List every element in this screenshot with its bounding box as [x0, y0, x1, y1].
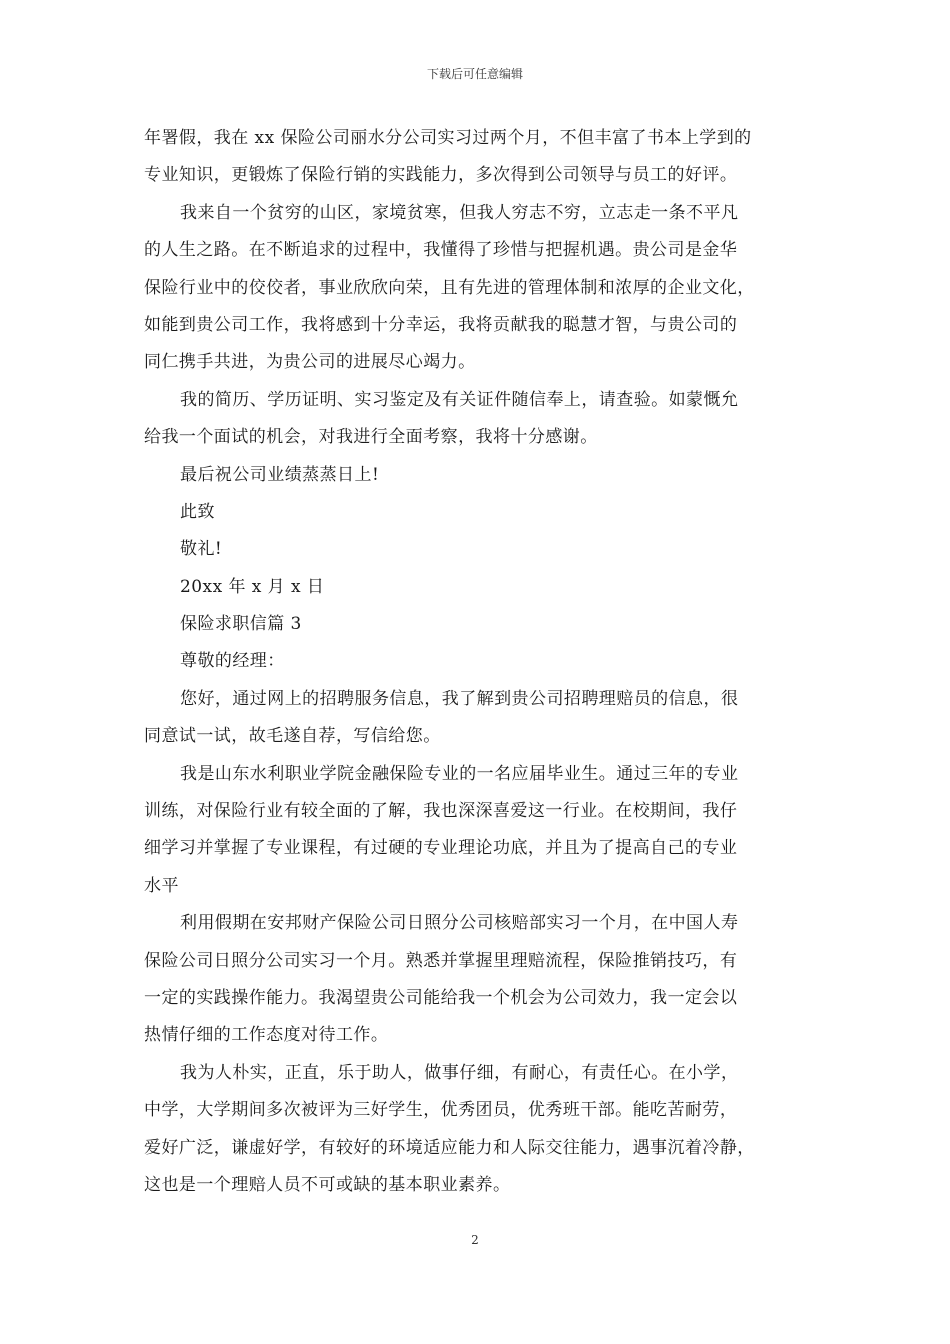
text-line: 给我一个面试的机会，对我进行全面考察，我将十分感谢。 [144, 427, 598, 448]
text-line: 同仁携手共进，为贵公司的进展尽心竭力。 [144, 352, 476, 373]
text-line: 敬礼! [180, 539, 223, 560]
text-line: 我来自一个贫穷的山区，家境贫寒，但我人穷志不穷，立志走一条不平凡 [180, 202, 739, 223]
text-line: 我的简历、学历证明、实习鉴定及有关证件随信奉上，请查验。如蒙慨允 [180, 389, 739, 410]
text-line: 我为人朴实，正直，乐于助人，做事仔细，有耐心，有责任心。在小学， [180, 1062, 739, 1083]
text-line: 水平 [144, 875, 179, 896]
page-number: 2 [471, 1233, 479, 1247]
document-body [144, 120, 824, 1204]
text-line: 的人生之路。在不断追求的过程中，我懂得了珍惜与把握机遇。贵公司是金华 [144, 240, 738, 261]
text-line: 20xx 年 x 月 x 日 [180, 576, 325, 597]
text-line: 这也是一个理赔人员不可或缺的基本职业素养。 [144, 1174, 511, 1195]
text-line: 热情仔细的工作态度对待工作。 [144, 1025, 389, 1046]
text-line: 此致 [180, 501, 215, 522]
text-line: 我是山东水利职业学院金融保险专业的一名应届毕业生。通过三年的专业 [180, 763, 739, 784]
text-line: 您好，通过网上的招聘服务信息，我了解到贵公司招聘理赔员的信息，很 [180, 688, 739, 709]
page-header-note: 下载后可任意编辑 [426, 67, 523, 81]
text-line: 中学，大学期间多次被评为三好学生，优秀团员，优秀班干部。能吃苦耐劳， [144, 1100, 738, 1121]
text-line: 一定的实践操作能力。我渴望贵公司能给我一个机会为公司效力，我一定会以 [144, 987, 738, 1008]
text-line: 专业知识，更锻炼了保险行销的实践能力，多次得到公司领导与员工的好评。 [144, 165, 738, 186]
text-line: 训练，对保险行业有较全面的了解，我也深深喜爱这一行业。在校期间，我仔 [144, 801, 738, 822]
text-line: 最后祝公司业绩蒸蒸日上! [180, 464, 380, 485]
text-line: 如能到贵公司工作，我将感到十分幸运，我将贡献我的聪慧才智，与贵公司的 [144, 314, 738, 335]
text-line: 尊敬的经理： [180, 651, 285, 672]
text-line: 利用假期在安邦财产保险公司日照分公司核赔部实习一个月，在中国人寿 [180, 913, 739, 934]
text-line: 爱好广泛，谦虚好学，有较好的环境适应能力和人际交往能力，遇事沉着冷静， [144, 1137, 755, 1158]
text-line: 保险公司日照分公司实习一个月。熟悉并掌握里理赔流程，保险推销技巧，有 [144, 950, 738, 971]
text-line: 年署假，我在 xx 保险公司丽水分公司实习过两个月，不但丰富了书本上学到的 [144, 128, 752, 148]
text-line: 保险行业中的佼佼者，事业欣欣向荣，且有先进的管理体制和浓厚的企业文化， [144, 277, 755, 298]
text-line: 同意试一试，故毛遂自荐，写信给您。 [144, 726, 441, 747]
text-line: 细学习并掌握了专业课程，有过硬的专业理论功底，并且为了提高自己的专业 [144, 838, 738, 859]
text-line: 保险求职信篇 3 [180, 614, 302, 635]
